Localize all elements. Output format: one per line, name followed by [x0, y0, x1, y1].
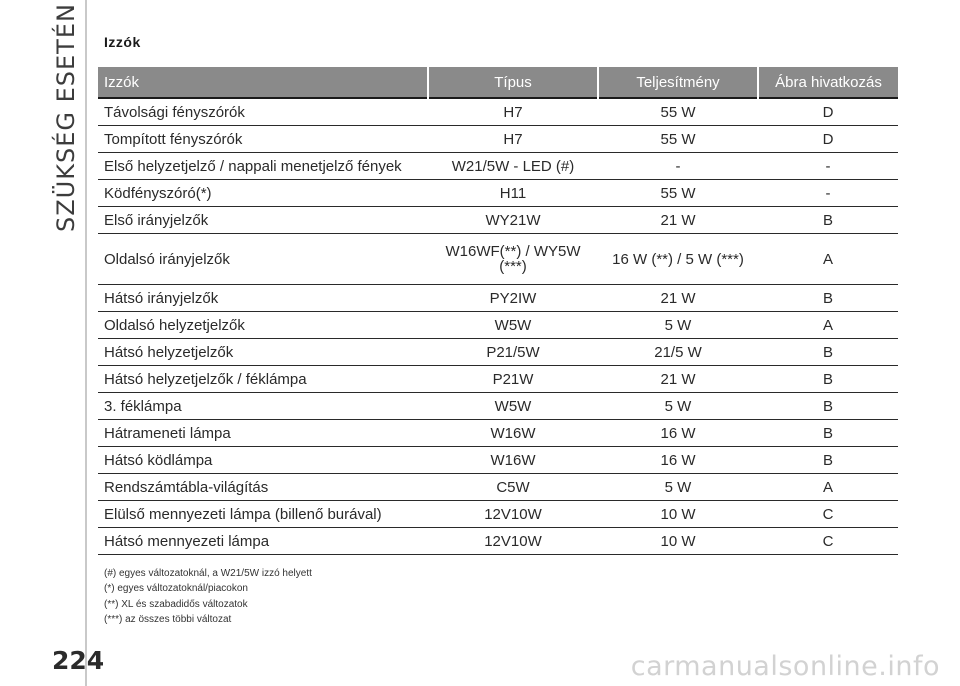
- table-row: [98, 126, 898, 153]
- table-row: [98, 447, 898, 474]
- cell-ref: D: [758, 98, 898, 126]
- cell-ref: B: [758, 447, 898, 474]
- cell-bulb: Hátsó mennyezeti lámpa: [98, 528, 428, 555]
- table-header-row: [98, 67, 898, 98]
- cell-power: 21 W: [598, 207, 758, 234]
- footnote: (*) egyes változatoknál/piacokon: [104, 583, 248, 595]
- cell-ref: B: [758, 339, 898, 366]
- header-power: Teljesítmény: [598, 67, 758, 98]
- cell-bulb: Ködfényszóró(*): [98, 180, 428, 207]
- cell-bulb: Hátsó irányjelzők: [98, 285, 428, 312]
- table-row: [98, 501, 898, 528]
- cell-type: W16WF(**) / WY5W (***): [428, 234, 598, 285]
- cell-bulb: Oldalsó helyzetjelzők: [98, 312, 428, 339]
- footnote: (**) XL és szabadidős változatok: [104, 598, 248, 610]
- bulbs-table: [98, 67, 898, 555]
- page-number: 224: [52, 646, 105, 675]
- table-row: [98, 234, 898, 285]
- cell-ref: B: [758, 285, 898, 312]
- cell-power: 16 W (**) / 5 W (***): [598, 234, 758, 285]
- cell-power: 55 W: [598, 126, 758, 153]
- cell-ref: B: [758, 366, 898, 393]
- cell-bulb: Hátrameneti lámpa: [98, 420, 428, 447]
- cell-type: H7: [428, 126, 598, 153]
- cell-ref: B: [758, 207, 898, 234]
- table-row: [98, 420, 898, 447]
- cell-type: W16W: [428, 447, 598, 474]
- cell-type: W21/5W - LED (#): [428, 153, 598, 180]
- footnote: (***) az összes többi változat: [104, 613, 232, 625]
- cell-ref: A: [758, 312, 898, 339]
- table-row: [98, 98, 898, 126]
- cell-type: W5W: [428, 393, 598, 420]
- cell-ref: -: [758, 180, 898, 207]
- cell-ref: C: [758, 501, 898, 528]
- table-row: [98, 393, 898, 420]
- watermark-text: carmanualsonline.info: [630, 651, 940, 682]
- cell-power: 5 W: [598, 393, 758, 420]
- table-row: [98, 285, 898, 312]
- cell-power: 16 W: [598, 447, 758, 474]
- cell-power: 55 W: [598, 180, 758, 207]
- cell-power: 21 W: [598, 366, 758, 393]
- cell-ref: C: [758, 528, 898, 555]
- cell-ref: -: [758, 153, 898, 180]
- header-figure-ref: Ábra hivatkozás: [758, 67, 898, 98]
- cell-ref: B: [758, 420, 898, 447]
- chapter-side-heading: SZÜKSÉG ESETÉN: [52, 3, 80, 232]
- cell-type: C5W: [428, 474, 598, 501]
- section-title: Izzók: [104, 34, 141, 50]
- cell-bulb: Elülső mennyezeti lámpa (billenő burával): [98, 501, 428, 528]
- cell-type: P21W: [428, 366, 598, 393]
- table-row: [98, 180, 898, 207]
- cell-power: 21/5 W: [598, 339, 758, 366]
- header-bulbs: Izzók: [98, 67, 428, 98]
- cell-ref: A: [758, 234, 898, 285]
- cell-bulb: Első helyzetjelző / nappali menetjelző fények: [98, 153, 428, 180]
- cell-power: 10 W: [598, 501, 758, 528]
- table-row: [98, 153, 898, 180]
- cell-bulb: Hátsó ködlámpa: [98, 447, 428, 474]
- cell-ref: D: [758, 126, 898, 153]
- cell-power: -: [598, 153, 758, 180]
- cell-type: W16W: [428, 420, 598, 447]
- table-row: [98, 207, 898, 234]
- cell-bulb: Oldalsó irányjelzők: [98, 234, 428, 285]
- footnote: (#) egyes változatoknál, a W21/5W izzó helyett: [104, 568, 312, 579]
- footnotes: [104, 566, 312, 627]
- cell-type: W5W: [428, 312, 598, 339]
- cell-type: WY21W: [428, 207, 598, 234]
- cell-power: 55 W: [598, 98, 758, 126]
- cell-bulb: 3. féklámpa: [98, 393, 428, 420]
- cell-power: 10 W: [598, 528, 758, 555]
- header-type: Típus: [428, 67, 598, 98]
- cell-type: 12V10W: [428, 501, 598, 528]
- table-row: [98, 312, 898, 339]
- side-divider: [85, 0, 87, 686]
- cell-type: PY2IW: [428, 285, 598, 312]
- cell-type: P21/5W: [428, 339, 598, 366]
- cell-ref: B: [758, 393, 898, 420]
- cell-bulb: Távolsági fényszórók: [98, 98, 428, 126]
- cell-power: 21 W: [598, 285, 758, 312]
- cell-bulb: Tompított fényszórók: [98, 126, 428, 153]
- cell-power: 5 W: [598, 474, 758, 501]
- cell-bulb: Hátsó helyzetjelzők / féklámpa: [98, 366, 428, 393]
- cell-type: 12V10W: [428, 528, 598, 555]
- cell-type: H7: [428, 98, 598, 126]
- cell-bulb: Rendszámtábla-világítás: [98, 474, 428, 501]
- cell-power: 16 W: [598, 420, 758, 447]
- table-row: [98, 366, 898, 393]
- table-row: [98, 339, 898, 366]
- table-row: [98, 474, 898, 501]
- table-row: [98, 528, 898, 555]
- cell-ref: A: [758, 474, 898, 501]
- cell-bulb: Hátsó helyzetjelzők: [98, 339, 428, 366]
- cell-type: H11: [428, 180, 598, 207]
- cell-bulb: Első irányjelzők: [98, 207, 428, 234]
- cell-power: 5 W: [598, 312, 758, 339]
